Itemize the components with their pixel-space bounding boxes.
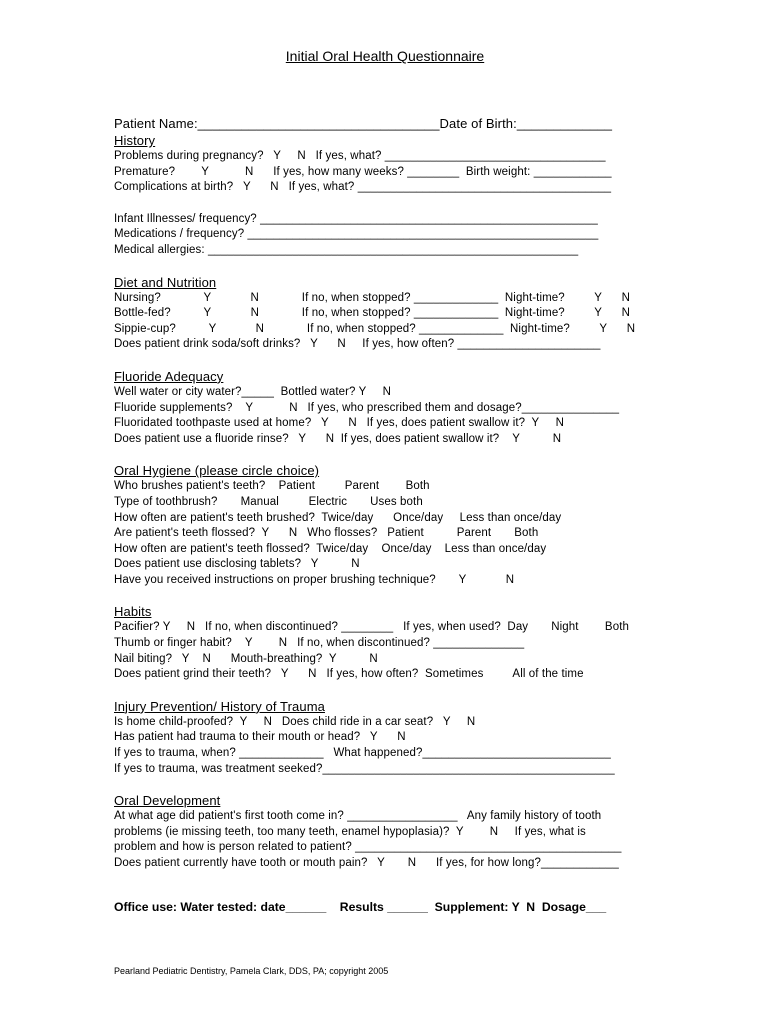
patient-name-dob-line[interactable]: Patient Name:_________________________________Date of Birth:_____________: [114, 116, 613, 131]
development-line-2[interactable]: problems (ie missing teeth, too many teeth, enamel hypoplasia)? Y N If yes, what is: [114, 825, 586, 838]
development-line-1[interactable]: At what age did patient's first tooth come in? _________________ Any family history of tooth: [114, 810, 602, 823]
hygiene-line-2[interactable]: Type of toothbrush? Manual Electric Uses both: [114, 495, 423, 508]
section-heading-oral-hygiene: Oral Hygiene (please circle choice): [114, 463, 320, 479]
injury-line-4[interactable]: If yes to trauma, was treatment seeked?_____________________________________________: [114, 762, 615, 775]
office-use-line[interactable]: Office use: Water tested: date______ Results ______ Supplement: Y N Dosage___: [114, 900, 607, 914]
copyright-footer: Pearland Pediatric Dentistry, Pamela Clark, DDS, PA; copyright 2005: [114, 966, 389, 976]
section-heading-diet: Diet and Nutrition: [114, 274, 217, 290]
history-line-1[interactable]: Problems during pregnancy? Y N If yes, what? __________________________________: [114, 150, 606, 162]
development-line-3[interactable]: problem and how is person related to patient? _________________________________________: [114, 841, 622, 854]
hygiene-line-5[interactable]: How often are patient's teeth flossed? Twice/day Once/day Less than once/day: [114, 542, 547, 555]
history-line-2[interactable]: Premature? Y N If yes, how many weeks? ________ Birth weight: ____________: [114, 165, 612, 178]
medical-line-1[interactable]: Infant Illnesses/ frequency? ____________________________________________________: [114, 212, 598, 225]
medical-line-2[interactable]: Medications / frequency? ______________________________________________________: [114, 228, 599, 241]
section-heading-fluoride: Fluoride Adequacy: [114, 368, 224, 384]
diet-line-1[interactable]: Nursing? Y N If no, when stopped? _____________ Night-time? Y N: [114, 291, 630, 304]
injury-line-2[interactable]: Has patient had trauma to their mouth or head? Y N: [114, 731, 406, 744]
section-heading-habits: Habits: [114, 604, 152, 620]
section-heading-injury: Injury Prevention/ History of Trauma: [114, 698, 325, 714]
hygiene-line-6[interactable]: Does patient use disclosing tablets? Y N: [114, 558, 360, 571]
diet-line-3[interactable]: Sippie-cup? Y N If no, when stopped? _____________ Night-time? Y N: [114, 322, 636, 335]
section-heading-oral-development: Oral Development: [114, 793, 221, 809]
fluoride-line-1[interactable]: Well water or city water?_____ Bottled water? Y N: [114, 385, 392, 398]
development-line-4[interactable]: Does patient currently have tooth or mouth pain? Y N If yes, for how long?____________: [114, 857, 619, 869]
form-body: [114, 115, 670, 872]
fluoride-line-3[interactable]: Fluoridated toothpaste used at home? Y N If yes, does patient swallow it? Y N: [114, 417, 564, 430]
habits-line-3[interactable]: Nail biting? Y N Mouth-breathing? Y N: [114, 652, 378, 665]
hygiene-line-7[interactable]: Have you received instructions on proper brushing technique? Y N: [114, 573, 515, 586]
injury-line-1[interactable]: Is home child-proofed? Y N Does child ride in a car seat? Y N: [114, 715, 476, 728]
hygiene-line-1[interactable]: Who brushes patient's teeth? Patient Parent Both: [114, 480, 430, 493]
habits-line-4[interactable]: Does patient grind their teeth? Y N If yes, how often? Sometimes All of the time: [114, 668, 584, 681]
habits-line-2[interactable]: Thumb or finger habit? Y N If no, when discontinued? ______________: [114, 637, 525, 650]
history-line-3[interactable]: Complications at birth? Y N If yes, what? _______________________________________: [114, 181, 612, 194]
section-heading-history: History: [114, 133, 156, 148]
hygiene-line-3[interactable]: How often are patient's teeth brushed? Twice/day Once/day Less than once/day: [114, 511, 562, 524]
diet-line-2[interactable]: Bottle-fed? Y N If no, when stopped? _____________ Night-time? Y N: [114, 307, 630, 320]
fluoride-line-2[interactable]: Fluoride supplements? Y N If yes, who prescribed them and dosage?_______________: [114, 401, 620, 414]
hygiene-line-4[interactable]: Are patient's teeth flossed? Y N Who flosses? Patient Parent Both: [114, 527, 539, 540]
injury-line-3[interactable]: If yes to trauma, when? _____________ What happened?_____________________________: [114, 747, 611, 760]
diet-line-4[interactable]: Does patient drink soda/soft drinks? Y N If yes, how often? ______________________: [114, 338, 601, 351]
page-title: Initial Oral Health Questionnaire: [285, 48, 485, 64]
habits-line-1[interactable]: Pacifier? Y N If no, when discontinued? ________ If yes, when used? Day Night Both: [114, 621, 629, 634]
fluoride-line-4[interactable]: Does patient use a fluoride rinse? Y N If yes, does patient swallow it? Y N: [114, 432, 562, 445]
medical-line-3[interactable]: Medical allergies: _________________________________________________________: [114, 243, 579, 256]
